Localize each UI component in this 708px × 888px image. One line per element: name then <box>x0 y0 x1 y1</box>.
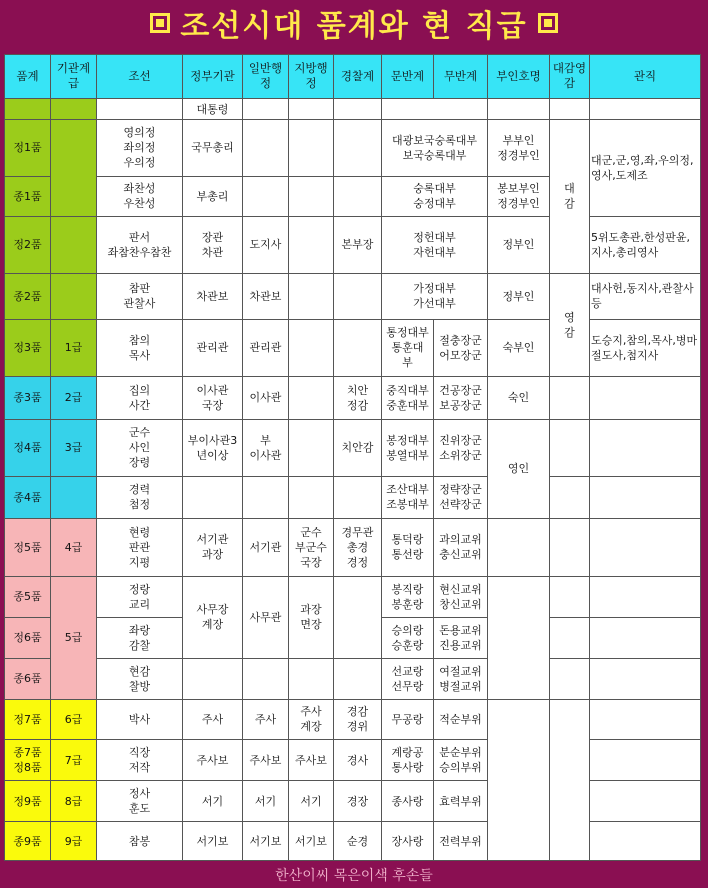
police-cell <box>334 273 382 319</box>
police-cell <box>334 98 382 119</box>
header-cell: 일반행정 <box>243 55 289 99</box>
mu-cell: 전력부위 <box>434 822 488 861</box>
level-cell: 8급 <box>51 781 97 822</box>
gov-cell <box>183 476 243 518</box>
table-row <box>5 419 701 476</box>
official-cell <box>590 740 701 781</box>
wife-cell <box>488 699 550 861</box>
level-cell <box>51 98 97 119</box>
wife-cell <box>488 518 550 576</box>
table-row <box>5 822 701 861</box>
official-cell <box>590 98 701 119</box>
gov-cell: 서기보 <box>183 822 243 861</box>
table-row <box>5 576 701 617</box>
header-cell: 무반계 <box>434 55 488 99</box>
mun-cell: 무공랑 <box>382 699 434 740</box>
police-cell <box>334 476 382 518</box>
local-cell: 서기보 <box>289 822 334 861</box>
admin-cell: 서기보 <box>243 822 289 861</box>
official-cell <box>590 476 701 518</box>
joseon-cell: 현령 판관 지평 <box>97 518 183 576</box>
title-cell <box>550 518 590 576</box>
joseon-cell: 정사 훈도 <box>97 781 183 822</box>
rank-cell: 종6품 <box>5 658 51 699</box>
level-cell <box>51 273 97 319</box>
level-cell <box>51 476 97 518</box>
local-cell <box>289 419 334 476</box>
rank-cell: 정9품 <box>5 781 51 822</box>
mu-cell: 분순부위 승의부위 <box>434 740 488 781</box>
header-cell: 기관계급 <box>51 55 97 99</box>
mun-cell <box>382 98 488 119</box>
gov-cell: 사무장 계장 <box>183 576 243 658</box>
gov-cell: 관리관 <box>183 319 243 376</box>
local-cell: 주사보 <box>289 740 334 781</box>
local-cell <box>289 273 334 319</box>
official-cell: 대사헌,동지사,관찰사등 <box>590 273 701 319</box>
footer-text: 한산이씨 목은이색 후손들 <box>275 868 433 884</box>
rank-cell: 종1품 <box>5 176 51 217</box>
rank-cell: 정4품 <box>5 419 51 476</box>
gov-cell: 국무총리 <box>183 120 243 176</box>
official-cell <box>590 419 701 476</box>
admin-cell: 주사 <box>243 699 289 740</box>
table-row <box>5 217 701 273</box>
mu-cell: 돈용교위 진용교위 <box>434 617 488 658</box>
mu-cell: 건공장군 보공장군 <box>434 376 488 419</box>
table-row <box>5 376 701 419</box>
mun-cell: 통덕랑 통선랑 <box>382 518 434 576</box>
page-title <box>0 0 708 46</box>
title-cell <box>550 98 590 119</box>
admin-cell <box>243 476 289 518</box>
mu-cell: 적순부위 <box>434 699 488 740</box>
gov-cell <box>183 658 243 699</box>
police-cell: 치안감 <box>334 419 382 476</box>
table-row <box>5 658 701 699</box>
police-cell: 경사 <box>334 740 382 781</box>
local-cell <box>289 658 334 699</box>
square-bullet-icon <box>150 13 170 33</box>
header-cell: 정부기관 <box>183 55 243 99</box>
level-cell: 3급 <box>51 419 97 476</box>
local-cell: 주사 계장 <box>289 699 334 740</box>
police-cell: 순경 <box>334 822 382 861</box>
wife-cell: 부부인 정경부인 <box>488 120 550 176</box>
header-cell: 지방행정 <box>289 55 334 99</box>
mun-cell: 정헌대부 자헌대부 <box>382 217 488 273</box>
gov-cell: 주사 <box>183 699 243 740</box>
wife-cell <box>488 576 550 699</box>
official-cell <box>590 658 701 699</box>
admin-cell: 이사관 <box>243 376 289 419</box>
rank-table <box>4 54 701 861</box>
mun-cell: 통정대부 통훈대 부 <box>382 319 434 376</box>
header-cell: 조선 <box>97 55 183 99</box>
joseon-cell: 현감 찰방 <box>97 658 183 699</box>
level-cell: 2급 <box>51 376 97 419</box>
local-cell: 군수 부군수 국장 <box>289 518 334 576</box>
title-cell <box>550 419 590 476</box>
police-cell <box>334 120 382 176</box>
title-cell <box>550 376 590 419</box>
rank-cell <box>5 98 51 119</box>
title-text: 조선시대 품계와 현 직급 <box>180 9 528 44</box>
local-cell <box>289 176 334 217</box>
admin-cell <box>243 176 289 217</box>
gov-cell: 차관보 <box>183 273 243 319</box>
admin-cell: 서기관 <box>243 518 289 576</box>
level-cell <box>51 120 97 217</box>
square-bullet-icon <box>538 13 558 33</box>
table-row <box>5 273 701 319</box>
gov-cell: 부이사관3 년이상 <box>183 419 243 476</box>
joseon-cell: 집의 사간 <box>97 376 183 419</box>
table-row <box>5 518 701 576</box>
gov-cell: 부총리 <box>183 176 243 217</box>
mun-cell: 대광보국숭록대부 보국숭록대부 <box>382 120 488 176</box>
joseon-cell: 정랑 교리 <box>97 576 183 617</box>
table-row <box>5 98 701 119</box>
wife-cell: 정부인 <box>488 217 550 273</box>
police-cell <box>334 319 382 376</box>
official-cell <box>590 781 701 822</box>
joseon-cell: 좌찬성 우찬성 <box>97 176 183 217</box>
daegam-cell: 대 감 <box>550 120 590 273</box>
mun-cell: 종사랑 <box>382 781 434 822</box>
local-cell <box>289 476 334 518</box>
official-cell <box>590 576 701 617</box>
table-row <box>5 319 701 376</box>
gov-cell: 서기관 과장 <box>183 518 243 576</box>
title-cell <box>550 617 590 658</box>
header-cell: 관직 <box>590 55 701 99</box>
admin-cell <box>243 658 289 699</box>
official-cell <box>590 376 701 419</box>
level-cell: 1급 <box>51 319 97 376</box>
police-cell: 치안 정감 <box>334 376 382 419</box>
joseon-cell: 참의 목사 <box>97 319 183 376</box>
table-row <box>5 740 701 781</box>
admin-cell: 관리관 <box>243 319 289 376</box>
mun-cell: 선교랑 선무랑 <box>382 658 434 699</box>
admin-cell: 서기 <box>243 781 289 822</box>
mun-cell: 봉정대부 봉열대부 <box>382 419 434 476</box>
level-cell: 7급 <box>51 740 97 781</box>
table-header-row <box>5 55 701 99</box>
gov-cell: 주사보 <box>183 740 243 781</box>
rank-cell: 종2품 <box>5 273 51 319</box>
header-cell: 문반계 <box>382 55 434 99</box>
rank-cell: 정1품 <box>5 120 51 176</box>
mu-cell: 과의교위 충신교위 <box>434 518 488 576</box>
official-cell: 5위도총관,한성판윤,지사,총리영사 <box>590 217 701 273</box>
official-cell: 대군,군,영,좌,우의정,영사,도제조 <box>590 120 701 217</box>
title-cell <box>550 658 590 699</box>
gov-cell: 대통령 <box>183 98 243 119</box>
mu-cell: 여절교위 병절교위 <box>434 658 488 699</box>
joseon-cell: 박사 <box>97 699 183 740</box>
official-cell: 도승지,참의,목사,병마절도사,첨지사 <box>590 319 701 376</box>
police-cell: 본부장 <box>334 217 382 273</box>
rank-cell: 종4품 <box>5 476 51 518</box>
police-cell <box>334 658 382 699</box>
official-cell <box>590 699 701 740</box>
level-cell <box>51 217 97 273</box>
table-row <box>5 476 701 518</box>
rank-cell: 정5품 <box>5 518 51 576</box>
joseon-cell: 군수 사인 장령 <box>97 419 183 476</box>
gov-cell: 장관 차관 <box>183 217 243 273</box>
rank-cell: 종7품 정8품 <box>5 740 51 781</box>
header-cell: 대감영감 <box>550 55 590 99</box>
rank-cell: 정6품 <box>5 617 51 658</box>
yeonggam-cell: 영 감 <box>550 273 590 376</box>
mu-cell: 효력부위 <box>434 781 488 822</box>
local-cell <box>289 98 334 119</box>
gov-cell: 서기 <box>183 781 243 822</box>
local-cell <box>289 319 334 376</box>
admin-cell: 부 이사관 <box>243 419 289 476</box>
admin-cell <box>243 98 289 119</box>
admin-cell: 차관보 <box>243 273 289 319</box>
police-cell: 경무관 총경 경정 <box>334 518 382 576</box>
joseon-cell: 좌랑 감찰 <box>97 617 183 658</box>
mu-cell: 현신교위 창신교위 <box>434 576 488 617</box>
wife-cell <box>488 98 550 119</box>
admin-cell <box>243 120 289 176</box>
local-cell: 과장 면장 <box>289 576 334 658</box>
police-cell: 경장 <box>334 781 382 822</box>
header-cell: 부인호명 <box>488 55 550 99</box>
title-cell <box>550 476 590 518</box>
local-cell: 서기 <box>289 781 334 822</box>
table-row <box>5 120 701 176</box>
local-cell <box>289 376 334 419</box>
joseon-cell: 영의정 좌의정 우의정 <box>97 120 183 176</box>
rank-cell: 종9품 <box>5 822 51 861</box>
joseon-cell: 직장 저작 <box>97 740 183 781</box>
admin-cell: 사무관 <box>243 576 289 658</box>
mun-cell: 조산대부 조봉대부 <box>382 476 434 518</box>
wife-cell: 영인 <box>488 419 550 518</box>
mun-cell: 중직대부 중훈대부 <box>382 376 434 419</box>
joseon-cell <box>97 98 183 119</box>
mun-cell: 숭록대부 숭정대부 <box>382 176 488 217</box>
local-cell <box>289 120 334 176</box>
joseon-cell: 경력 첨정 <box>97 476 183 518</box>
police-cell: 경감 경위 <box>334 699 382 740</box>
rank-cell: 종3품 <box>5 376 51 419</box>
mun-cell: 봉직랑 봉훈랑 <box>382 576 434 617</box>
rank-cell: 정2품 <box>5 217 51 273</box>
local-cell <box>289 217 334 273</box>
table-row <box>5 781 701 822</box>
level-cell: 4급 <box>51 518 97 576</box>
mun-cell: 계랑공 통사랑 <box>382 740 434 781</box>
wife-cell: 봉보부인 정경부인 <box>488 176 550 217</box>
mun-cell: 승의랑 승훈랑 <box>382 617 434 658</box>
official-cell <box>590 617 701 658</box>
header-cell: 품계 <box>5 55 51 99</box>
mu-cell: 정략장군 선략장군 <box>434 476 488 518</box>
admin-cell: 도지사 <box>243 217 289 273</box>
police-cell <box>334 176 382 217</box>
level-cell: 5급 <box>51 576 97 699</box>
joseon-cell: 판서 좌참찬우참찬 <box>97 217 183 273</box>
wife-cell: 정부인 <box>488 273 550 319</box>
police-cell <box>334 576 382 658</box>
mu-cell: 진위장군 소위장군 <box>434 419 488 476</box>
gov-cell: 이사관 국장 <box>183 376 243 419</box>
official-cell <box>590 518 701 576</box>
level-cell: 6급 <box>51 699 97 740</box>
official-cell <box>590 822 701 861</box>
title-cell <box>550 576 590 617</box>
wife-cell: 숙부인 <box>488 319 550 376</box>
mun-cell: 장사랑 <box>382 822 434 861</box>
rank-cell: 종5품 <box>5 576 51 617</box>
header-cell: 경찰계 <box>334 55 382 99</box>
table-row <box>5 699 701 740</box>
mu-cell: 절충장군 어모장군 <box>434 319 488 376</box>
level-cell: 9급 <box>51 822 97 861</box>
joseon-cell: 참판 관찰사 <box>97 273 183 319</box>
title-cell <box>550 699 590 861</box>
wife-cell: 숙인 <box>488 376 550 419</box>
mun-cell: 가정대부 가선대부 <box>382 273 488 319</box>
rank-cell: 정3품 <box>5 319 51 376</box>
rank-cell: 정7품 <box>5 699 51 740</box>
joseon-cell: 참봉 <box>97 822 183 861</box>
admin-cell: 주사보 <box>243 740 289 781</box>
